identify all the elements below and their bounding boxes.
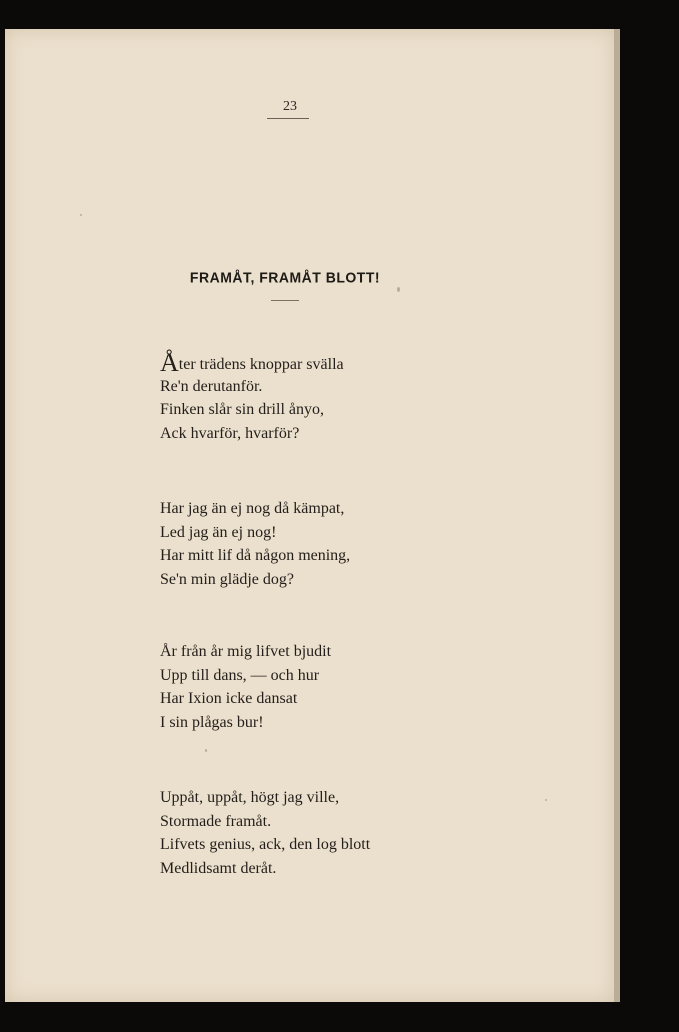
paper-speck	[545, 799, 547, 801]
poem-line: Uppåt, uppåt, högt jag ville,	[160, 789, 340, 806]
page-number-rule	[267, 118, 309, 119]
stanza-1	[160, 348, 344, 445]
title-divider	[271, 300, 299, 301]
page-edge	[614, 29, 620, 1002]
paper-speck	[205, 749, 207, 752]
poem-title: FRAMÅT, FRAMÅT BLOTT!	[189, 268, 381, 286]
poem-line: Har Ixion icke dansat	[160, 690, 298, 707]
poem-line: Ack hvarför, hvarför?	[160, 424, 300, 442]
poem-line: År från år mig lifvet bjudit	[160, 643, 332, 660]
poem-line: Finken slår sin drill ånyo,	[160, 401, 324, 418]
poem-line: Medlidsamt deråt.	[160, 859, 277, 877]
poem-line	[160, 348, 344, 377]
poem-line: Led jag än ej nog!	[160, 523, 277, 541]
drop-initial: Å	[160, 348, 179, 377]
poem-line: Re'n derutanför.	[160, 377, 263, 395]
poem-line: Stormade framåt.	[160, 812, 272, 830]
poem-line: Har mitt lif då någon mening,	[160, 547, 351, 564]
stanza-4	[160, 786, 370, 880]
poem-line-rest: ter trädens knoppar svälla	[178, 356, 344, 373]
paper-speck	[80, 214, 82, 216]
poem-line: Upp till dans, — och hur	[160, 666, 320, 684]
paper-speck	[397, 287, 400, 292]
poem-line: Har jag än ej nog då kämpat,	[160, 500, 345, 517]
poem-line: Lifvets genius, ack, den log blott	[160, 836, 371, 853]
page-number: 23	[283, 99, 297, 114]
poem-line: I sin plågas bur!	[160, 713, 264, 731]
book-page	[5, 29, 614, 1002]
stanza-2	[160, 497, 350, 591]
stanza-3	[160, 640, 331, 734]
poem-line: Se'n min glädje dog?	[160, 570, 294, 588]
